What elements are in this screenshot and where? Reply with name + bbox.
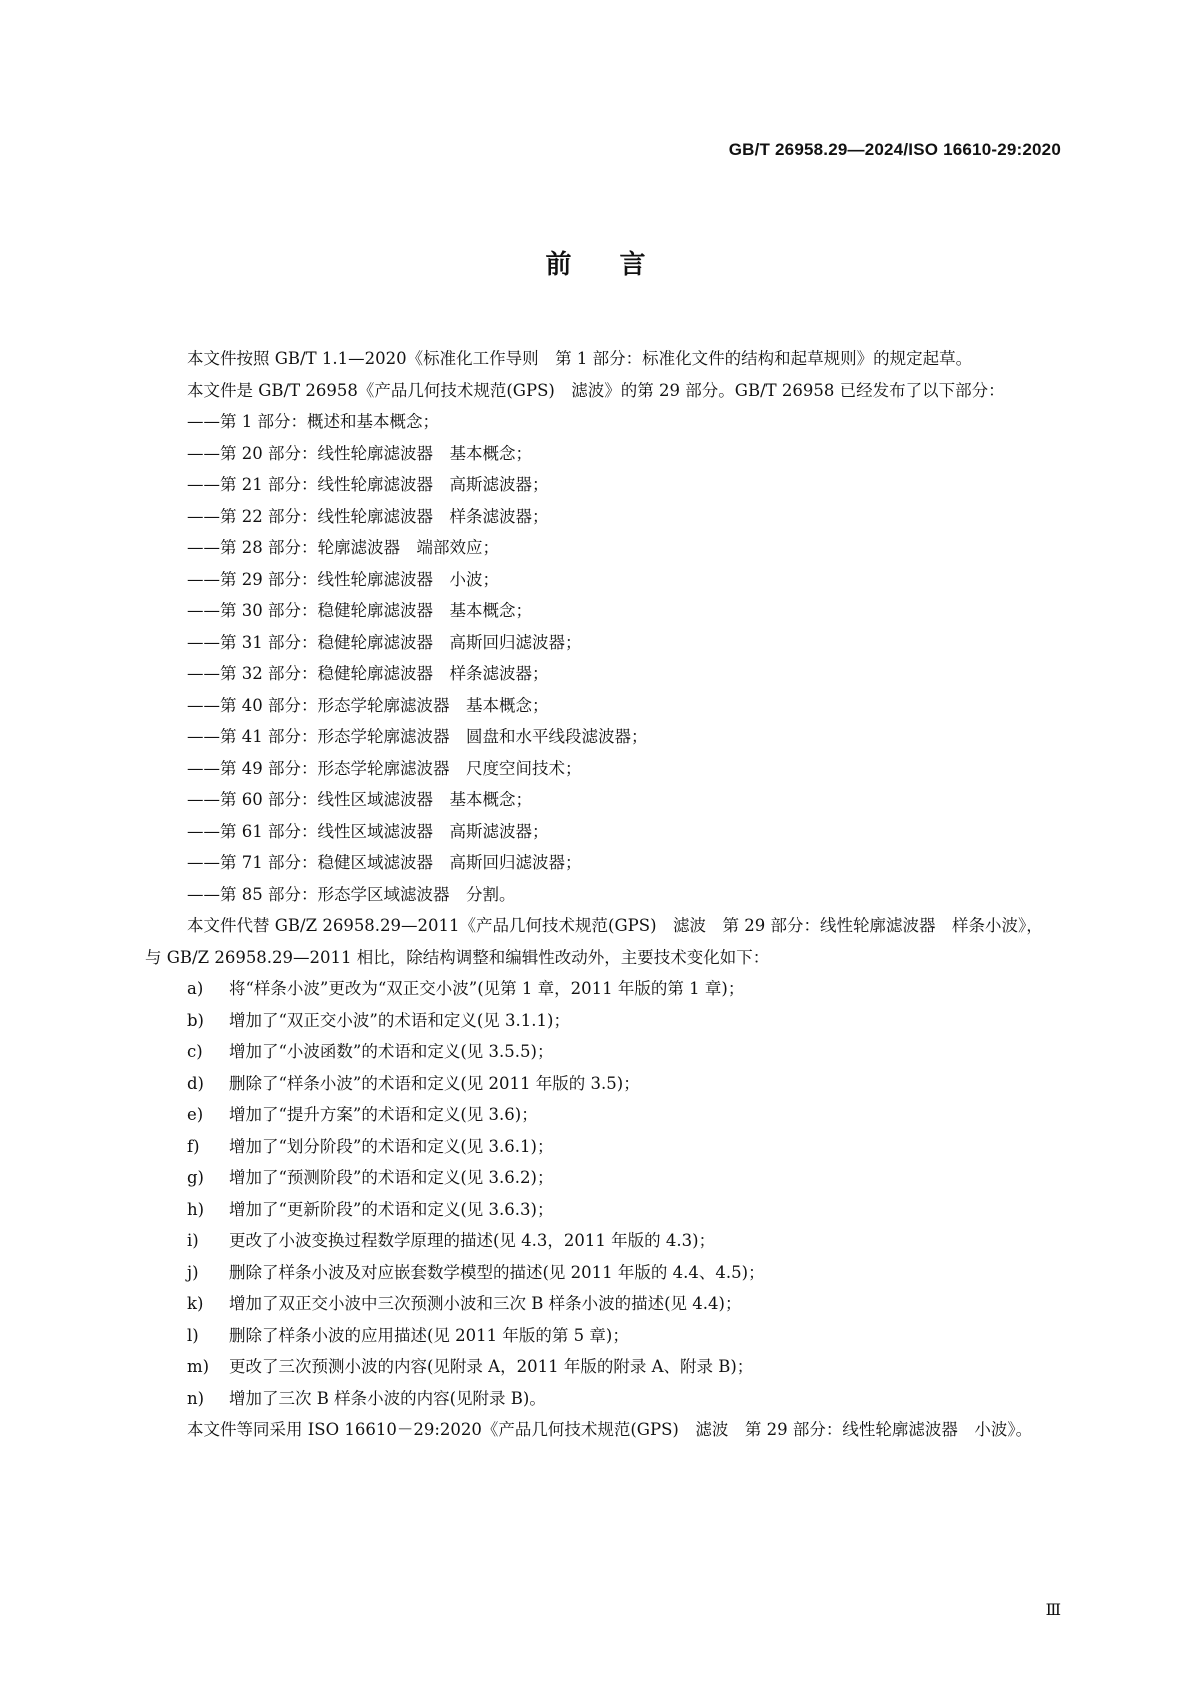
list-item: ——第 30 部分：稳健轮廓滤波器 基本概念； xyxy=(187,601,532,620)
list-item-text: 增加了双正交小波中三次预测小波和三次 B 样条小波的描述(见 4.4)； xyxy=(229,1294,742,1313)
list-marker: i) xyxy=(187,1231,199,1250)
list-item: ——第 1 部分：概述和基本概念； xyxy=(187,412,439,431)
list-item xyxy=(145,1068,1059,1100)
list-item: ——第 40 部分：形态学轮廓滤波器 基本概念； xyxy=(187,695,549,715)
list-item-text: 删除了样条小波及对应嵌套数学模型的描述(见 2011 年版的 4.4、4.5)； xyxy=(229,1262,765,1282)
list-marker: f) xyxy=(187,1136,200,1156)
list-item xyxy=(145,1162,1059,1194)
list-item-text: 增加了“划分阶段”的术语和定义(见 3.6.1)； xyxy=(229,1136,554,1156)
document-body xyxy=(145,343,1059,1446)
list-item-text: 增加了“预测阶段”的术语和定义(见 3.6.2)； xyxy=(229,1168,554,1187)
paragraph-replacement: 本文件代替 GB/Z 26958.29—2011《产品几何技术规范(GPS) 滤波 第 29 部分：线性轮廓滤波器 样条小波》，与 GB/Z 26958.29—2011 相比，除结构调整和编辑性改动外，主要技术变化如下： xyxy=(145,916,1043,967)
paragraph-equivalence: 本文件等同采用 ISO 16610－29:2020《产品几何技术规范(GPS) 滤波 第 29 部分：线性轮廓滤波器 小波》。 xyxy=(187,1420,1033,1439)
list-item: ——第 61 部分：线性区域滤波器 高斯滤波器； xyxy=(187,821,549,841)
list-item: ——第 20 部分：线性轮廓滤波器 基本概念； xyxy=(187,443,532,463)
list-marker: j) xyxy=(187,1262,199,1282)
list-marker: m) xyxy=(187,1357,210,1376)
list-item xyxy=(145,1194,1059,1226)
list-item: ——第 41 部分：形态学轮廓滤波器 圆盘和水平线段滤波器； xyxy=(187,727,648,746)
list-item-text: 将“样条小波”更改为“双正交小波”(见第 1 章，2011 年版的第 1 章)； xyxy=(229,979,745,998)
list-item xyxy=(145,1036,1059,1068)
list-item: ——第 60 部分：线性区域滤波器 基本概念； xyxy=(187,790,532,809)
list-item: ——第 31 部分：稳健轮廓滤波器 高斯回归滤波器； xyxy=(187,632,582,652)
list-marker: h) xyxy=(187,1199,205,1219)
list-item-text: 更改了小波变换过程数学原理的描述(见 4.3，2011 年版的 4.3)； xyxy=(229,1231,716,1250)
list-item: ——第 32 部分：稳健轮廓滤波器 样条滤波器； xyxy=(187,664,549,683)
list-item: ——第 28 部分：轮廓滤波器 端部效应； xyxy=(187,538,499,557)
technical-changes-list xyxy=(145,973,1059,1414)
list-item-text: 增加了“提升方案”的术语和定义(见 3.6)； xyxy=(229,1105,538,1124)
standard-number-header: GB/T 26958.29—2024/ISO 16610-29:2020 xyxy=(728,140,1061,159)
list-marker: d) xyxy=(187,1073,204,1093)
list-marker: l) xyxy=(187,1325,199,1345)
list-marker: a) xyxy=(187,979,204,998)
list-item xyxy=(145,1099,1059,1131)
list-item-text: 更改了三次预测小波的内容(见附录 A，2011 年版的附录 A、附录 B)； xyxy=(229,1357,754,1376)
list-item xyxy=(145,1351,1059,1383)
list-item: ——第 85 部分：形态学区域滤波器 分割。 xyxy=(187,884,516,904)
list-marker: k) xyxy=(187,1294,204,1313)
list-marker: e) xyxy=(187,1105,204,1124)
list-item-text: 删除了样条小波的应用描述(见 2011 年版的第 5 章)； xyxy=(229,1325,629,1345)
list-marker: b) xyxy=(187,1010,204,1030)
list-item-text: 增加了“更新阶段”的术语和定义(见 3.6.3)； xyxy=(229,1199,554,1219)
list-item: ——第 29 部分：线性轮廓滤波器 小波； xyxy=(187,569,499,589)
list-marker: n) xyxy=(187,1388,205,1408)
list-item-text: 增加了“小波函数”的术语和定义(见 3.5.5)； xyxy=(229,1042,554,1061)
list-item: ——第 49 部分：形态学轮廓滤波器 尺度空间技术； xyxy=(187,758,582,778)
list-item xyxy=(145,1225,1059,1257)
list-marker: g) xyxy=(187,1168,204,1187)
paragraph-series-intro: 本文件是 GB/T 26958《产品几何技术规范(GPS) 滤波》的第 29 部分。GB/T 26958 已经发布了以下部分： xyxy=(187,380,1005,400)
list-item-text: 增加了三次 B 样条小波的内容(见附录 B)。 xyxy=(229,1388,546,1408)
list-item-text: 删除了“样条小波”的术语和定义(见 2011 年版的 3.5)； xyxy=(229,1073,640,1093)
list-item xyxy=(145,1257,1059,1289)
list-item-text: 增加了“双正交小波”的术语和定义(见 3.1.1)； xyxy=(229,1010,570,1030)
list-item xyxy=(145,1288,1059,1320)
page-title: 前言 xyxy=(545,250,694,280)
list-item: ——第 71 部分：稳健区域滤波器 高斯回归滤波器； xyxy=(187,853,582,872)
list-item xyxy=(145,1005,1059,1037)
list-item xyxy=(145,1131,1059,1163)
list-item xyxy=(145,973,1059,1005)
list-item xyxy=(145,1320,1059,1352)
list-item xyxy=(145,1383,1059,1415)
published-parts-list xyxy=(145,406,1059,910)
list-item: ——第 22 部分：线性轮廓滤波器 样条滤波器； xyxy=(187,506,549,526)
paragraph-drafting-rules: 本文件按照 GB/T 1.1—2020《标准化工作导则 第 1 部分：标准化文件的结构和起草规则》的规定起草。 xyxy=(187,349,973,368)
list-item: ——第 21 部分：线性轮廓滤波器 高斯滤波器； xyxy=(187,475,549,494)
page-number: Ⅲ xyxy=(1045,1600,1061,1619)
list-marker: c) xyxy=(187,1042,203,1061)
